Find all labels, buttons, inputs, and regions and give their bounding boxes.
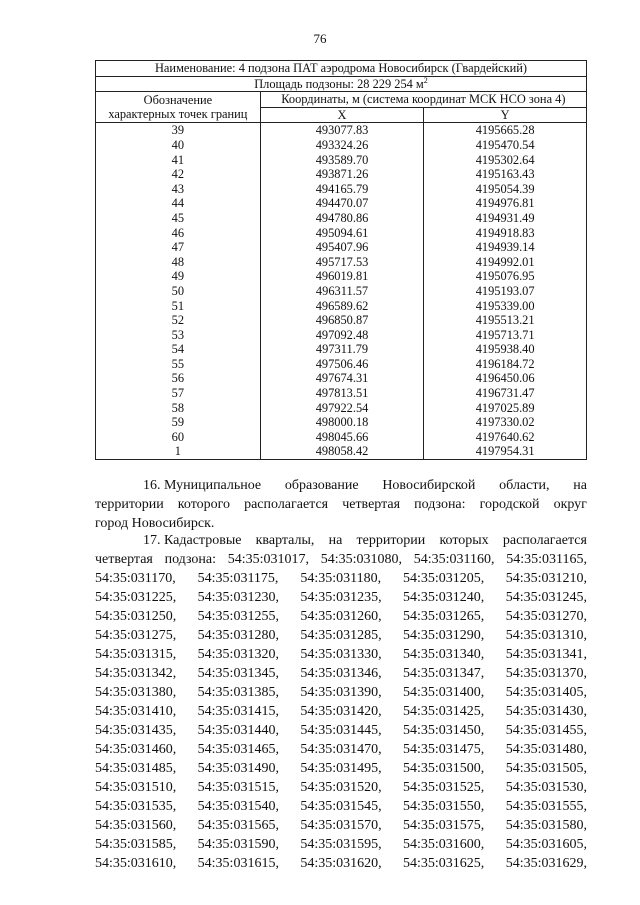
table-row [96, 386, 587, 401]
cadastral-code: 54:35:031470, [300, 742, 382, 757]
x-cell: 493589.70 [260, 153, 424, 168]
word: территории [356, 533, 426, 548]
cadastral-code: 54:35:031605, [505, 837, 587, 852]
table-row [96, 211, 587, 226]
y-cell: 4195163.43 [424, 167, 587, 182]
cadastral-code: 54:35:031550, [403, 799, 485, 814]
cadastral-code: 54:35:031390, [300, 685, 382, 700]
point-cell: 56 [96, 371, 261, 386]
word: располагается [502, 533, 587, 548]
cadastral-code: 54:35:031555, [505, 799, 587, 814]
cadastral-code: 54:35:031545, [300, 799, 382, 814]
cadastral-code: 54:35:031320, [197, 647, 279, 662]
y-cell: 4195513.21 [424, 313, 587, 328]
table-row [96, 196, 587, 211]
y-cell: 4194992.01 [424, 255, 587, 270]
point-cell: 52 [96, 313, 261, 328]
cadastral-code: 54:35:031180, [300, 571, 382, 586]
cadastral-code: 54:35:031535, [95, 799, 177, 814]
y-cell: 4195470.54 [424, 138, 587, 153]
point-cell: 54 [96, 342, 261, 357]
cadastral-code: 54:35:031310, [505, 628, 587, 643]
x-cell: 498000.18 [260, 415, 424, 430]
cadastral-code: 54:35:031615, [197, 856, 279, 871]
word: городской [479, 497, 540, 512]
x-cell: 495094.61 [260, 226, 424, 241]
point-cell: 50 [96, 284, 261, 299]
point-cell: 53 [96, 328, 261, 343]
word: территории [95, 497, 164, 512]
paragraph-17-line1 [95, 531, 587, 550]
table-row [96, 299, 587, 314]
table-row [96, 401, 587, 416]
x-cell: 497922.54 [260, 401, 424, 416]
coords-header: Координаты, м (система координат МСК НСО зона 4) [260, 92, 586, 108]
cadastral-code: 54:35:031265, [403, 609, 485, 624]
table-row [96, 430, 587, 445]
cadastral-code: 54:35:031425, [403, 704, 485, 719]
cadastral-code: 54:35:031210, [505, 571, 587, 586]
cadastral-code: 54:35:031530, [505, 780, 587, 795]
point-cell: 60 [96, 430, 261, 445]
word: 54:35:031017, [227, 552, 310, 567]
point-cell: 44 [96, 196, 261, 211]
cadastral-code: 54:35:031346, [300, 666, 382, 681]
point-cell: 40 [96, 138, 261, 153]
point-cell: 45 [96, 211, 261, 226]
x-header: X [260, 107, 424, 123]
x-cell: 497311.79 [260, 342, 424, 357]
point-cell: 1 [96, 444, 261, 459]
page-number: 76 [313, 31, 327, 46]
y-cell: 4195713.71 [424, 328, 587, 343]
cadastral-code: 54:35:031450, [403, 723, 485, 738]
cadastral-code: 54:35:031245, [505, 590, 587, 605]
cadastral-code: 54:35:031465, [197, 742, 279, 757]
point-cell: 57 [96, 386, 261, 401]
cadastral-code: 54:35:031275, [95, 628, 177, 643]
cadastral-code: 54:35:031445, [300, 723, 382, 738]
coordinates-table [95, 60, 587, 460]
x-cell: 494165.79 [260, 182, 424, 197]
point-cell: 59 [96, 415, 261, 430]
paragraph-17-line2 [95, 550, 587, 569]
cadastral-code: 54:35:031590, [197, 837, 279, 852]
paragraph-16-line2 [95, 495, 587, 514]
table-row [96, 444, 587, 459]
word: которых [439, 533, 489, 548]
cadastral-code: 54:35:031580, [505, 818, 587, 833]
x-cell: 496589.62 [260, 299, 424, 314]
point-header-line1: Обозначение [143, 92, 213, 107]
cadastral-code: 54:35:031170, [95, 571, 176, 586]
x-cell: 498045.66 [260, 430, 424, 445]
cadastral-code: 54:35:031540, [197, 799, 279, 814]
cadastral-code: 54:35:031260, [300, 609, 382, 624]
point-cell: 58 [96, 401, 261, 416]
cadastral-code: 54:35:031500, [403, 761, 485, 776]
cadastral-code: 54:35:031480, [505, 742, 587, 757]
cadastral-code: 54:35:031370, [505, 666, 587, 681]
y-cell: 4197330.02 [424, 415, 587, 430]
cadastral-code: 54:35:031570, [300, 818, 382, 833]
point-cell: 43 [96, 182, 261, 197]
x-cell: 493871.26 [260, 167, 424, 182]
y-cell: 4196450.06 [424, 371, 587, 386]
y-cell: 4195054.39 [424, 182, 587, 197]
cadastral-code: 54:35:031235, [300, 590, 382, 605]
table-row [96, 284, 587, 299]
table-row [96, 269, 587, 284]
word: 54:35:031165, [506, 552, 587, 567]
point-cell: 48 [96, 255, 261, 270]
cadastral-code: 54:35:031475, [403, 742, 485, 757]
point-cell: 39 [96, 123, 261, 138]
cadastral-code: 54:35:031290, [403, 628, 485, 643]
x-cell: 493077.83 [260, 123, 424, 138]
x-cell: 494780.86 [260, 211, 424, 226]
x-cell: 497813.51 [260, 386, 424, 401]
point-cell: 41 [96, 153, 261, 168]
word: подзона: [164, 552, 217, 567]
word: Новосибирской [382, 478, 476, 493]
cadastral-code: 54:35:031240, [403, 590, 485, 605]
y-cell: 4195938.40 [424, 342, 587, 357]
y-header: Y [424, 107, 587, 123]
point-header-line2: характерных точек границ [108, 107, 248, 122]
cadastral-code: 54:35:031175, [197, 571, 279, 586]
table-row [96, 123, 587, 138]
table-row [96, 255, 587, 270]
cadastral-code: 54:35:031560, [95, 818, 177, 833]
cadastral-code: 54:35:031385, [197, 685, 279, 700]
point-cell: 42 [96, 167, 261, 182]
cadastral-code: 54:35:031420, [300, 704, 382, 719]
word: подзона: [414, 497, 466, 512]
point-cell: 55 [96, 357, 261, 372]
table-area-superscript: 2 [423, 75, 428, 85]
x-cell: 496019.81 [260, 269, 424, 284]
x-cell: 497092.48 [260, 328, 424, 343]
table-row [96, 357, 587, 372]
cadastral-code: 54:35:031620, [300, 856, 382, 871]
cadastral-code: 54:35:031565, [197, 818, 279, 833]
table-row [96, 138, 587, 153]
y-cell: 4195076.95 [424, 269, 587, 284]
y-cell: 4195665.28 [424, 123, 587, 138]
y-cell: 4196184.72 [424, 357, 587, 372]
cadastral-code: 54:35:031430, [505, 704, 587, 719]
paragraph-16 [95, 476, 587, 533]
word: образование [284, 478, 359, 493]
cadastral-code: 54:35:031629, [505, 856, 587, 871]
y-cell: 4195193.07 [424, 284, 587, 299]
cadastral-code: 54:35:031205, [403, 571, 485, 586]
cadastral-code: 54:35:031415, [197, 704, 279, 719]
cadastral-code: 54:35:031600, [403, 837, 485, 852]
x-cell: 495717.53 [260, 255, 424, 270]
cadastral-code: 54:35:031285, [300, 628, 382, 643]
table-row [96, 226, 587, 241]
cadastral-code: 54:35:031440, [197, 723, 279, 738]
word: четвертая [342, 497, 401, 512]
point-cell: 49 [96, 269, 261, 284]
cadastral-code: 54:35:031341, [505, 647, 587, 662]
cadastral-code: 54:35:031255, [197, 609, 279, 624]
cadastral-code: 54:35:031280, [197, 628, 279, 643]
cadastral-code: 54:35:031495, [300, 761, 382, 776]
word: области, [499, 478, 550, 493]
table-row [96, 240, 587, 255]
point-header [96, 92, 261, 123]
cadastral-code: 54:35:031585, [95, 837, 177, 852]
cadastral-code: 54:35:031575, [403, 818, 485, 833]
cadastral-code: 54:35:031610, [95, 856, 177, 871]
table-row [96, 342, 587, 357]
cadastral-code: 54:35:031340, [403, 647, 485, 662]
cadastral-code: 54:35:031380, [95, 685, 177, 700]
cadastral-code: 54:35:031400, [403, 685, 485, 700]
y-cell: 4197025.89 [424, 401, 587, 416]
table-area [96, 76, 587, 92]
word: 54:35:031080, [320, 552, 403, 567]
cadastral-code: 54:35:031625, [403, 856, 485, 871]
word: 54:35:031160, [413, 552, 495, 567]
table-row [96, 415, 587, 430]
x-cell: 494470.07 [260, 196, 424, 211]
point-cell: 46 [96, 226, 261, 241]
table-title: Наименование: 4 подзона ПАТ аэродрома Новосибирск (Гвардейский) [96, 61, 587, 77]
cadastral-code: 54:35:031595, [300, 837, 382, 852]
cadastral-code: 54:35:031510, [95, 780, 177, 795]
coordinates-rows [96, 123, 587, 460]
cadastral-code: 54:35:031405, [505, 685, 587, 700]
cadastral-code: 54:35:031505, [505, 761, 587, 776]
table-area-text: Площадь подзоны: 28 229 254 м [254, 76, 424, 91]
y-cell: 4195339.00 [424, 299, 587, 314]
x-cell: 498058.42 [260, 444, 424, 459]
word: на [328, 533, 343, 548]
y-cell: 4194976.81 [424, 196, 587, 211]
cadastral-code: 54:35:031410, [95, 704, 177, 719]
word: округ [553, 497, 587, 512]
y-cell: 4197954.31 [424, 444, 587, 459]
word: четвертая [95, 552, 153, 567]
table-row [96, 153, 587, 168]
table-row [96, 328, 587, 343]
x-cell: 497506.46 [260, 357, 424, 372]
cadastral-codes-grid [95, 569, 587, 873]
y-cell: 4195302.64 [424, 153, 587, 168]
x-cell: 495407.96 [260, 240, 424, 255]
cadastral-code: 54:35:031250, [95, 609, 177, 624]
x-cell: 493324.26 [260, 138, 424, 153]
cadastral-code: 54:35:031270, [505, 609, 587, 624]
table-row [96, 371, 587, 386]
cadastral-code: 54:35:031330, [300, 647, 382, 662]
cadastral-code: 54:35:031347, [403, 666, 485, 681]
word: кварталы, [255, 533, 315, 548]
y-cell: 4194918.83 [424, 226, 587, 241]
cadastral-code: 54:35:031435, [95, 723, 177, 738]
cadastral-code: 54:35:031460, [95, 742, 177, 757]
word: 16. Муниципальное [143, 478, 262, 493]
table-row [96, 182, 587, 197]
cadastral-code: 54:35:031455, [505, 723, 587, 738]
table-row [96, 167, 587, 182]
y-cell: 4196731.47 [424, 386, 587, 401]
cadastral-code: 54:35:031225, [95, 590, 177, 605]
word: располагается [244, 497, 329, 512]
table-row [96, 313, 587, 328]
cadastral-code: 54:35:031515, [197, 780, 279, 795]
x-cell: 497674.31 [260, 371, 424, 386]
cadastral-code: 54:35:031342, [95, 666, 177, 681]
cadastral-code: 54:35:031315, [95, 647, 177, 662]
paragraph-16-line1 [95, 476, 587, 495]
y-cell: 4197640.62 [424, 430, 587, 445]
cadastral-code: 54:35:031525, [403, 780, 485, 795]
y-cell: 4194939.14 [424, 240, 587, 255]
cadastral-code: 54:35:031230, [197, 590, 279, 605]
paragraph-16-line3: город Новосибирск. [95, 516, 215, 531]
cadastral-code: 54:35:031520, [300, 780, 382, 795]
cadastral-code: 54:35:031485, [95, 761, 177, 776]
x-cell: 496850.87 [260, 313, 424, 328]
word: которого [177, 497, 231, 512]
word: 17. Кадастровые [143, 533, 242, 548]
cadastral-code: 54:35:031345, [197, 666, 279, 681]
paragraph-17 [95, 531, 587, 873]
word: на [573, 478, 587, 493]
point-cell: 51 [96, 299, 261, 314]
cadastral-code: 54:35:031490, [197, 761, 279, 776]
point-cell: 47 [96, 240, 261, 255]
x-cell: 496311.57 [260, 284, 424, 299]
y-cell: 4194931.49 [424, 211, 587, 226]
